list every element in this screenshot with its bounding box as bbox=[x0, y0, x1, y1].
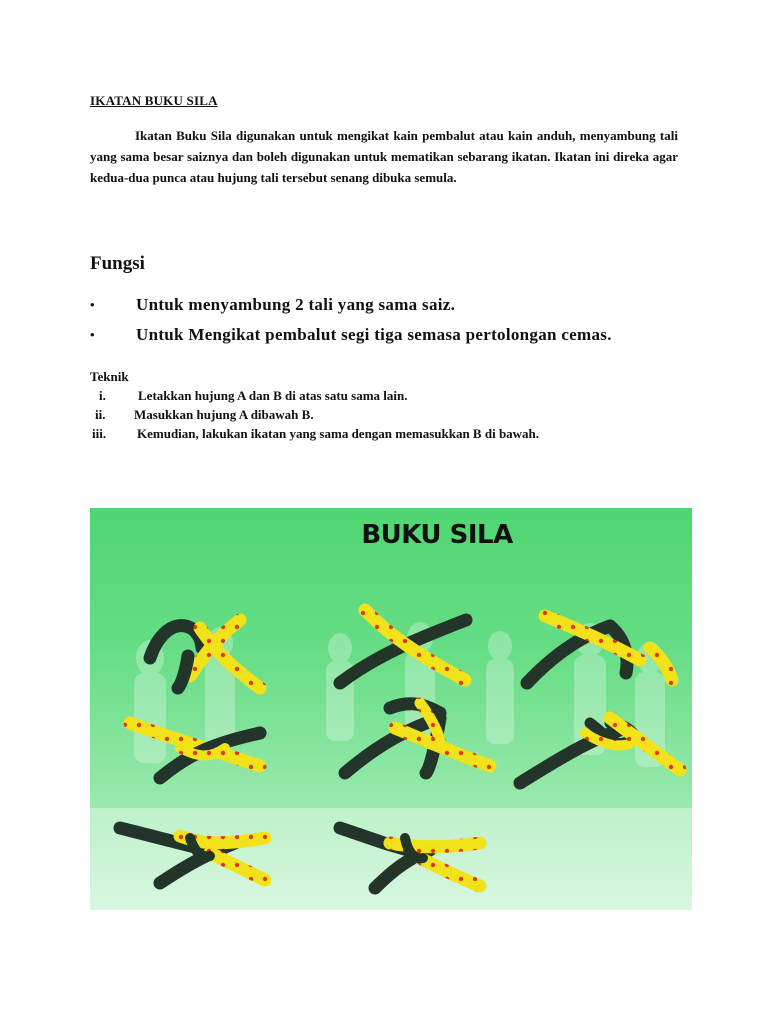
step-number: iii. bbox=[92, 426, 107, 441]
step-item bbox=[90, 386, 690, 405]
bullet-icon: • bbox=[90, 327, 95, 342]
list-item bbox=[90, 320, 730, 350]
step-text: Letakkan hujung A dan B di atas satu sama lain. bbox=[138, 388, 408, 403]
page-heading: IKATAN BUKU SILA bbox=[90, 93, 218, 108]
list-item-text: Untuk menyambung 2 tali yang sama saiz. bbox=[136, 295, 456, 314]
fungsi-list bbox=[90, 290, 730, 350]
step-text: Masukkan hujung A dibawah B. bbox=[134, 407, 314, 422]
fungsi-title: Fungsi bbox=[90, 253, 145, 274]
list-item-text: Untuk Mengikat pembalut segi tiga semasa pertolongan cemas. bbox=[136, 325, 612, 344]
list-item bbox=[90, 290, 730, 320]
bullet-icon: • bbox=[90, 297, 95, 312]
step-item bbox=[90, 424, 690, 443]
knot-diagram-icon bbox=[90, 508, 692, 910]
intro-paragraph: Ikatan Buku Sila digunakan untuk mengikat kain pembalut atau kain anduh, menyambung tali yang sama besar saiznya dan boleh digunakan untuk mematikan sebarang ikatan. Ikatan ini direka agar kedua-dua punca atau hujung tali tersebut senang dibuka semula. bbox=[90, 128, 678, 185]
step-text: Kemudian, lakukan ikatan yang sama dengan memasukkan B di bawah. bbox=[137, 426, 540, 441]
teknik-title: Teknik bbox=[90, 369, 129, 384]
knot-figure bbox=[90, 508, 692, 910]
step-item bbox=[90, 405, 690, 424]
figure-title: BUKU SILA bbox=[361, 520, 513, 550]
step-number: i. bbox=[99, 388, 106, 403]
step-number: ii. bbox=[95, 407, 106, 422]
teknik-steps bbox=[90, 386, 690, 443]
